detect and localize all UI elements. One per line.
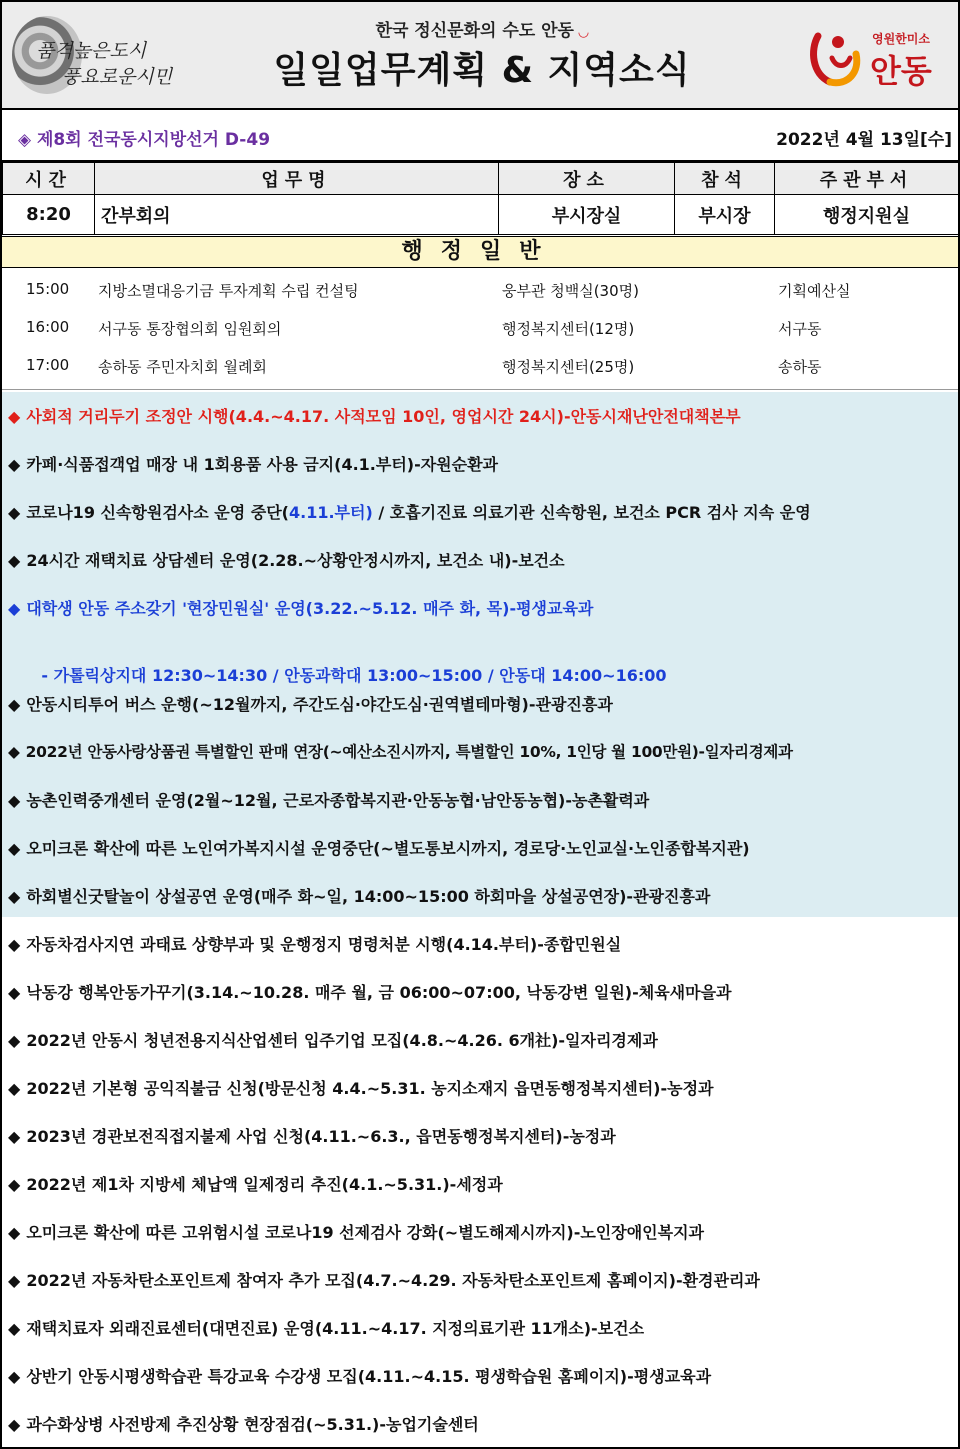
schedule-title: 간부회의: [95, 195, 499, 235]
admin-title: 서구동 통장협의회 임원회의: [98, 320, 282, 338]
schedule-table: [2, 162, 959, 235]
news-item: ◆ 2022년 자동차탄소포인트제 참여자 추가 모집(4.7.~4.29. 자동차탄소포인트제 홈페이지)-환경관리과: [8, 1271, 760, 1290]
diamond-bullet-icon: ◆: [8, 1127, 21, 1146]
news-item: ◆ 안동시티투어 버스 운행(~12월까지, 주간도심·야간도심·권역별테마형)-관광진흥과: [8, 695, 613, 714]
election-countdown: ◈ 제8회 전국동시지방선거 D-49: [18, 130, 271, 150]
schedule-row: [3, 195, 959, 235]
admin-time: 15:00: [26, 280, 70, 298]
news-highlight-blue: 4.11.부터): [289, 503, 373, 522]
diamond-bullet-icon: ◆: [8, 983, 21, 1002]
schedule-place: 부시장실: [499, 195, 675, 235]
header-title: 업무명: [95, 163, 499, 195]
news-item: ◆ 카페·식품접객업 매장 내 1회용품 사용 금지(4.1.부터)-자원순환과: [8, 455, 499, 474]
news-item: ◆ 사회적 거리두기 조정안 시행(4.4.~4.17. 사적모임 10인, 영업시간 24시)-안동시재난안전대책본부: [8, 407, 741, 426]
diamond-bullet-icon: ◆: [8, 791, 21, 810]
news-item: ◆ 2022년 안동시 청년전용지식산업센터 입주기업 모집(4.8.~4.26. 6개社)-일자리경제과: [8, 1031, 658, 1050]
schedule-attendee: 부시장: [675, 195, 775, 235]
admin-row: [2, 308, 958, 346]
admin-row: [2, 270, 958, 308]
admin-row: [2, 346, 958, 384]
schedule-time: 8:20: [3, 195, 95, 235]
news-item: ◆ 24시간 재택치료 상담센터 운영(2.28.~상황안정시까지, 보건소 내)-보건소: [8, 551, 565, 570]
news-item: ◆ 2023년 경관보전직접지불제 사업 신청(4.11.~6.3., 읍면동행정복지센터)-농정과: [8, 1127, 616, 1146]
slogan-logo: [12, 16, 173, 96]
andong-brand-logo: [808, 24, 948, 94]
schedule-header-row: [3, 163, 959, 195]
diamond-bullet-icon: ◆: [8, 503, 21, 522]
slogan-line-2: 풍요로운시민: [62, 66, 173, 88]
admin-time: 17:00: [26, 356, 70, 374]
document-date: 2022년 4월 13일[수]: [776, 130, 952, 150]
diamond-bullet-icon: ◆: [8, 1415, 21, 1434]
info-bar: [2, 112, 958, 162]
news-item: ◆ 자동차검사지연 과태료 상향부과 및 운행정지 명령처분 시행(4.14.부터)-종합민원실: [8, 935, 622, 954]
diamond-bullet-icon: ◆: [8, 743, 20, 761]
diamond-bullet-icon: ◆: [8, 1175, 21, 1194]
admin-list: [2, 268, 958, 390]
news-item: ◆ 2022년 기본형 공익직불금 신청(방문신청 4.4.~5.31. 농지소재지 읍면동행정복지센터)-농정과: [8, 1079, 714, 1098]
diamond-bullet-icon: ◆: [8, 599, 21, 618]
header-attendee: 참석: [675, 163, 775, 195]
header: [2, 2, 958, 110]
diamond-bullet-icon: ◆: [8, 1031, 21, 1050]
admin-dept: 기획예산실: [778, 282, 851, 300]
admin-dept: 서구동: [778, 320, 822, 338]
news-item: ◆ 오미크론 확산에 따른 노인여가복지시설 운영중단(~별도통보시까지, 경로당·노인교실·노인종합복지관): [8, 839, 750, 858]
diamond-bullet-icon: ◆: [8, 887, 21, 906]
header-place: 장소: [499, 163, 675, 195]
brand-tagline: 영원한미소: [872, 32, 930, 46]
admin-place: 행정복지센터(25명): [502, 358, 635, 376]
admin-time: 16:00: [26, 318, 70, 336]
news-item: ◆ 재택치료자 외래진료센터(대면진료) 운영(4.11.~4.17. 지정의료기관 11개소)-보건소: [8, 1319, 645, 1338]
header-subtitle: 한국 정신문화의 수도 안동 ◡: [375, 21, 589, 41]
diamond-bullet-icon: ◆: [8, 1319, 21, 1338]
diamond-bullet-icon: ◆: [8, 455, 21, 474]
smile-mark-icon: ◡: [573, 25, 589, 40]
diamond-bullet-icon: ◆: [8, 1223, 21, 1242]
admin-place: 웅부관 청백실(30명): [502, 282, 639, 300]
admin-dept: 송하동: [778, 358, 822, 376]
news-item: ◆ 농촌인력중개센터 운영(2월~12월, 근로자종합복지관·안동농협·남안동농협)-농촌활력과: [8, 791, 650, 810]
news-item: ◆ 2022년 제1차 지방세 체납액 일제정리 추진(4.1.~5.31.)-세정과: [8, 1175, 503, 1194]
header-dept: 주관부서: [775, 163, 959, 195]
admin-title: 송하동 주민자치회 월례회: [98, 358, 267, 376]
section-heading-admin: 행정일반: [2, 236, 958, 268]
diamond-bullet-icon: ◆: [8, 407, 21, 426]
news-item: ◆ 낙동강 행복안동가꾸기(3.14.~10.28. 매주 월, 금 06:00~07:00, 낙동강변 일원)-체육새마을과: [8, 983, 732, 1002]
news-item: ◆ 하회별신굿탈놀이 상설공연 운영(매주 화~일, 14:00~15:00 하회마을 상설공연장)-관광진흥과: [8, 887, 711, 906]
local-news-list: [2, 392, 958, 1447]
diamond-bullet-icon: ◆: [8, 1271, 21, 1290]
brand-name: 안동: [870, 52, 932, 90]
diamond-bullet-icon: ◆: [8, 935, 21, 954]
header-time: 시간: [3, 163, 95, 195]
news-item: ◆ 코로나19 신속항원검사소 운영 중단(4.11.부터) / 호흡기진료 의료기관 신속항원, 보건소 PCR 검사 지속 운영: [8, 503, 811, 522]
admin-title: 지방소멸대응기금 투자계획 수립 컨설팅: [98, 282, 359, 300]
diamond-bullet-icon: ◆: [8, 1367, 21, 1386]
andong-smile-logo-icon: [808, 28, 864, 88]
page-title: 일일업무계획 & 지역소식: [273, 50, 691, 91]
admin-place: 행정복지센터(12명): [502, 320, 635, 338]
schedule-dept: 행정지원실: [775, 195, 959, 235]
slogan-line-1: 품격높은도시: [36, 40, 147, 62]
news-item: ◆ 오미크론 확산에 따른 고위험시설 코로나19 선제검사 강화(~별도해제시까지)-노인장애인복지과: [8, 1223, 705, 1242]
news-item-detail: - 가톨릭상지대 12:30~14:30 / 안동과학대 13:00~15:00 / 안동대 14:00~16:00: [30, 666, 667, 685]
news-item: ◆ 상반기 안동시평생학습관 특강교육 수강생 모집(4.11.~4.15. 평생학습원 홈페이지)-평생교육과: [8, 1367, 712, 1386]
diamond-bullet-icon: ◆: [8, 839, 21, 858]
news-item: ◆ 2022년 안동사랑상품권 특별할인 판매 연장(~예산소진시까지, 특별할인 10%, 1인당 월 100만원)-일자리경제과: [8, 743, 793, 761]
news-item: ◆ 과수화상병 사전방제 추진상황 현장점검(~5.31.)-농업기술센터: [8, 1415, 479, 1434]
diamond-bullet-icon: ◆: [8, 1079, 21, 1098]
news-item: ◆ 대학생 안동 주소갖기 '현장민원실' 운영(3.22.~5.12. 매주 화, 목)-평생교육과: [8, 599, 594, 618]
diamond-bullet-icon: ◆: [8, 551, 21, 570]
diamond-bullet-icon: ◆: [8, 695, 21, 714]
